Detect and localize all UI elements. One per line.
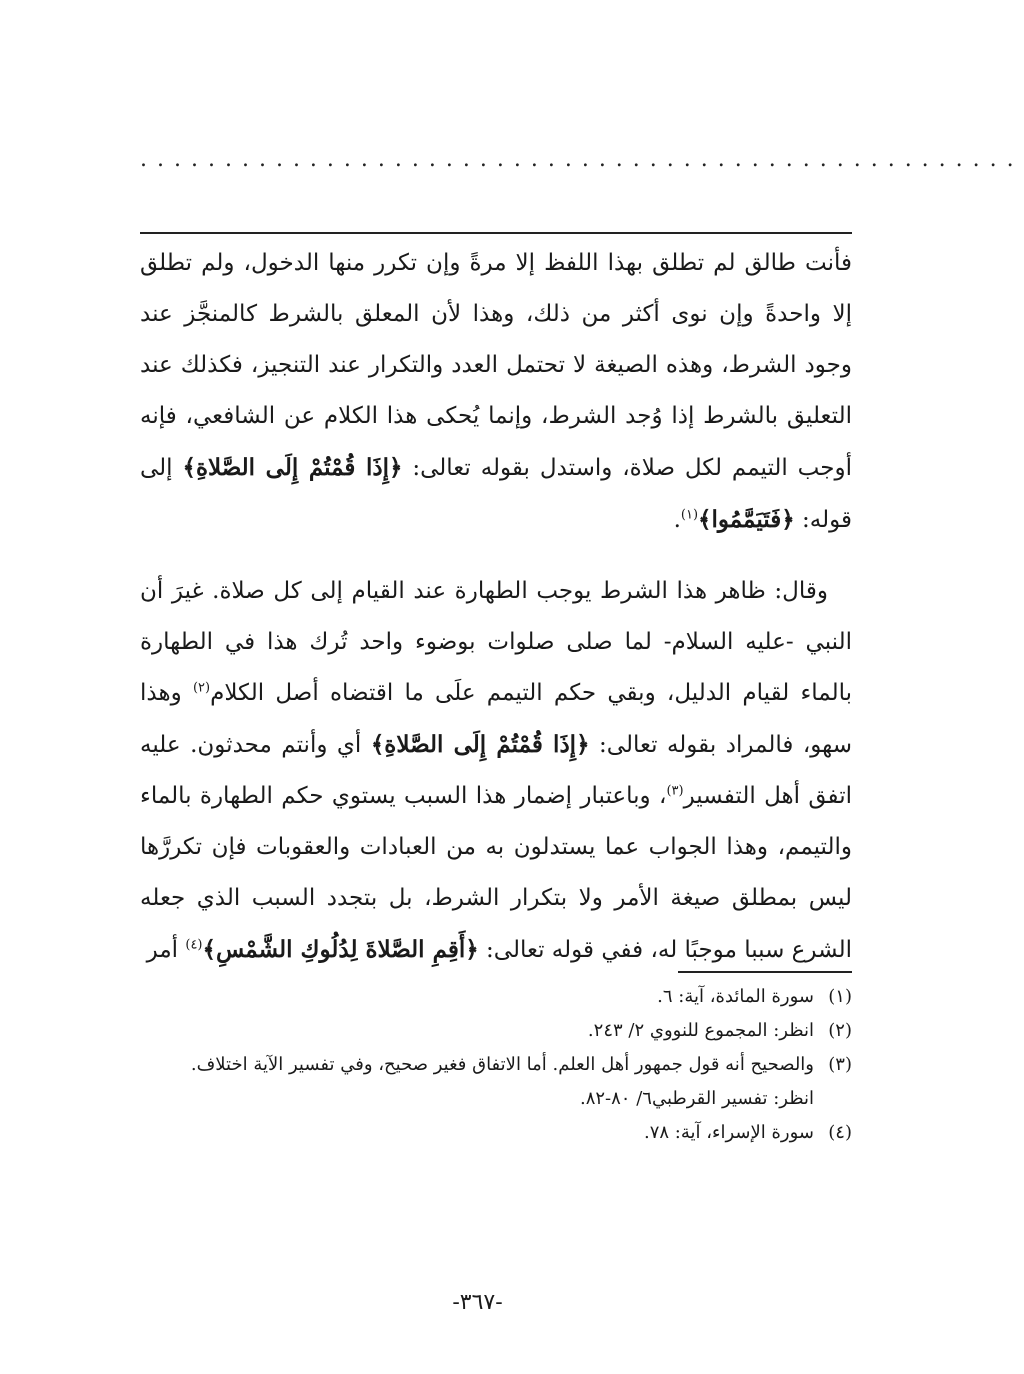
paragraph-1 [140, 238, 852, 546]
paragraph-2 [140, 566, 852, 976]
footnote-text: سورة الإسراء، آية: ٧٨. [643, 1122, 814, 1143]
footnote-number: (٢) [828, 1020, 852, 1041]
footnote-number: (٣) [828, 1054, 852, 1075]
footnote-2 [140, 1014, 852, 1048]
footnote-ref-1: (١) [680, 507, 699, 523]
footnote-ref-2: (٢) [192, 680, 211, 696]
footnote-ref-3: (٣) [666, 783, 684, 799]
footnote-number: (١) [828, 986, 852, 1007]
footnotes [140, 980, 852, 1150]
quran-verse: ﴿إِذَا قُمْتُمْ إِلَى الصَّلاةِ﴾ [370, 731, 590, 758]
main-text [140, 238, 852, 976]
footnote-3-reference: انظر: تفسير القرطبي٦/ ٨٠-٨٢. [579, 1088, 814, 1109]
footnote-4 [140, 1116, 852, 1150]
header-dots: .................................................... [140, 147, 1024, 172]
quran-verse: ﴿إِذَا قُمْتُمْ إِلَى الصَّلاةِ﴾ [182, 454, 403, 481]
text-run: ، وباعتبار إضمار هذا السبب يستوي حكم الطهارة بالماء والتيمم، وهذا الجواب عما يستدلون به من العبادات والعقوبات فإن تكررَّها ليس بمطلق صيغة الأمر ولا بتكرار الشرط، بل بتجدد السبب الذي جعله الشرع سببا موجبًا له، ففي قوله تعالى: [140, 783, 852, 963]
footnote-rule [678, 971, 852, 973]
footnote-number: (٤) [828, 1122, 852, 1143]
footnote-text: سورة المائدة، آية: ٦. [657, 986, 814, 1007]
text-run: فأنت طالق لم تطلق بهذا اللفظ إلا مرةً وإن تكرر منها الدخول، ولم تطلق إلا واحدةً وإن نوى أكثر من ذلك، وهذا لأن المعلق بالشرط كالمنجَّز عند وجود الشرط، وهذه الصيغة لا تحتمل العدد والتكرار عند التنجيز، فكذلك عند التعليق بالشرط إذا وُجد الشرط، وإنما يُحكى هذا الكلام عن الشافعي، فإنه أوجب التيمم لكل صلاة، واستدل بقوله تعالى: [140, 250, 852, 481]
text-run: أمر [146, 937, 186, 963]
quran-verse: ﴿أَقِمِ الصَّلاةَ لِدُلُوكِ الشَّمْسِ﴾ [202, 936, 479, 963]
quran-verse: ﴿فَتَيَمَّمُوا﴾ [698, 506, 795, 533]
footnote-1 [140, 980, 852, 1014]
footnote-ref-4: (٤) [185, 937, 203, 953]
text-run: . [673, 507, 681, 533]
text-run: وهذا سهو، فالمراد بقوله تعالى: [140, 680, 852, 758]
header-rule [140, 232, 852, 234]
text-run: أي وأنتم محدثون. عليه اتفق أهل التفسير [140, 732, 852, 809]
text-run: إلى قوله: [140, 455, 852, 533]
page-number: -٣٦٧- [452, 1290, 503, 1315]
footnote-text: والصحيح أنه قول جمهور أهل العلم. أما الاتفاق فغير صحيح، وفي تفسير الآية اختلاف. [190, 1054, 814, 1075]
footnote-3 [140, 1048, 852, 1082]
text-run: وقال: ظاهر هذا الشرط يوجب الطهارة عند القيام إلى كل صلاة. غيرَ أن النبي -عليه السلام- لما صلى صلوات بوضوء واحد تُرك هذا في الطهارة بالماء لقيام الدليل، وبقي حكم التيمم علَى ما اقتضاه أصل الكلام [140, 578, 852, 706]
footnote-text: انظر: المجموع للنووي ٢/ ٢٤٣. [587, 1020, 814, 1041]
